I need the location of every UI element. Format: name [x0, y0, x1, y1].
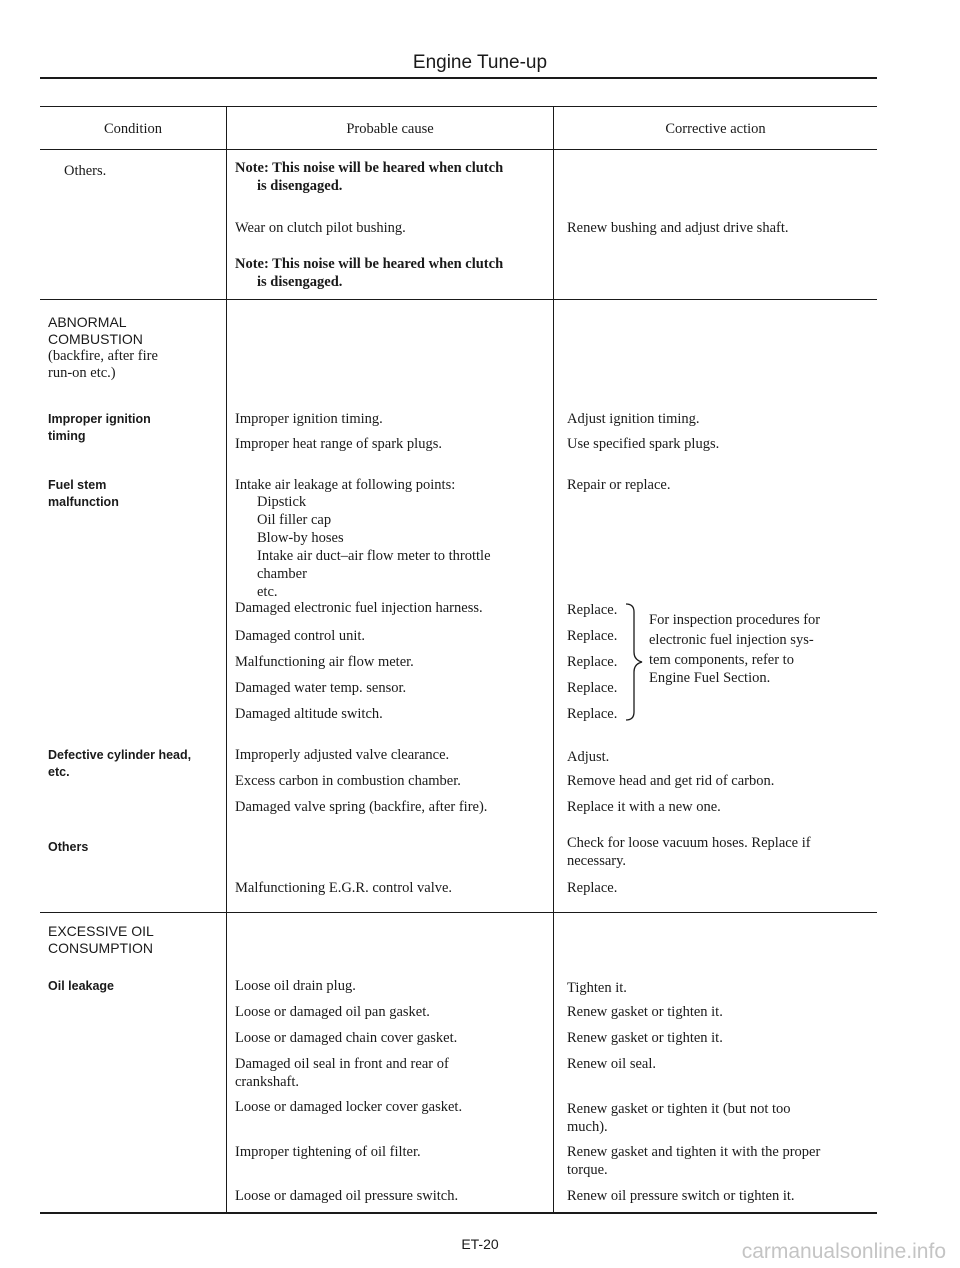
note-inspection-4: Engine Fuel Section. — [649, 670, 771, 686]
title-rule — [40, 77, 877, 79]
note-clutch-2a: Note: This noise will be heared when clutch — [235, 256, 504, 272]
action-renew-gasket-1: Renew gasket or tighten it. — [567, 1004, 723, 1020]
condition-others-2: Others — [48, 840, 89, 854]
cause-water-temp: Damaged water temp. sensor. — [235, 680, 407, 696]
cause-blowby: Blow-by hoses — [257, 530, 344, 546]
cause-valve-clearance: Improperly adjusted valve clearance. — [235, 747, 450, 763]
condition-cylinder-2: etc. — [48, 765, 70, 779]
cause-intake-leakage: Intake air leakage at following points: — [235, 477, 456, 493]
note-inspection-3: tem components, refer to — [649, 652, 794, 668]
cause-oil-filter: Improper tightening of oil filter. — [235, 1144, 421, 1160]
condition-fuel-1: Fuel stem — [48, 478, 107, 492]
action-vacuum-hoses-b: necessary. — [567, 853, 627, 869]
cause-injection-harness: Damaged electronic fuel injection harness. — [235, 600, 483, 616]
abnormal-desc-2: run-on etc.) — [48, 365, 116, 381]
watermark: carmanualsonline.info — [741, 1240, 946, 1263]
action-replace-3: Replace. — [567, 654, 618, 670]
column-divider-2 — [553, 106, 554, 1214]
section-rule-1 — [40, 299, 877, 300]
header-probable-cause: Probable cause — [346, 121, 434, 137]
condition-ignition-1: Improper ignition — [48, 412, 151, 426]
table-bottom-rule — [40, 1212, 877, 1214]
column-divider-1 — [226, 106, 227, 1214]
cause-egr-valve: Malfunctioning E.G.R. control valve. — [235, 880, 453, 896]
abnormal-heading-1: ABNORMAL — [48, 314, 127, 330]
cause-oil-pan: Loose or damaged oil pan gasket. — [235, 1004, 430, 1020]
header-corrective-action: Corrective action — [665, 121, 766, 137]
section-rule-2 — [40, 912, 877, 913]
cause-control-unit: Damaged control unit. — [235, 628, 366, 644]
condition-fuel-2: malfunction — [48, 495, 119, 509]
action-replace-new: Replace it with a new one. — [567, 799, 721, 815]
cause-chain-cover: Loose or damaged chain cover gasket. — [235, 1030, 458, 1046]
table-top-rule — [40, 106, 877, 107]
header-condition: Condition — [103, 121, 162, 137]
excessive-heading-2: CONSUMPTION — [48, 940, 153, 956]
cause-ignition-timing: Improper ignition timing. — [235, 411, 383, 427]
cause-dipstick: Dipstick — [257, 494, 307, 510]
cause-oil-filler: Oil filler cap — [257, 512, 332, 528]
action-remove-head: Remove head and get rid of carbon. — [567, 773, 775, 789]
page-title: Engine Tune-up — [412, 52, 548, 73]
action-replace-egr: Replace. — [567, 880, 618, 896]
note-clutch-2b: is disengaged. — [257, 274, 343, 290]
action-adjust: Adjust. — [567, 749, 610, 765]
action-replace-1: Replace. — [567, 602, 618, 618]
note-inspection-1: For inspection procedures for — [649, 612, 821, 628]
cause-pilot-bushing: Wear on clutch pilot bushing. — [235, 220, 406, 236]
action-pressure-switch: Renew oil pressure switch or tighten it. — [567, 1188, 795, 1204]
action-renew-gasket-3a: Renew gasket or tighten it (but not too — [567, 1101, 791, 1117]
action-torque-b: torque. — [567, 1162, 608, 1178]
action-torque-a: Renew gasket and tighten it with the proper — [567, 1144, 821, 1160]
action-replace-4: Replace. — [567, 680, 618, 696]
action-renew-gasket-2: Renew gasket or tighten it. — [567, 1030, 723, 1046]
cause-altitude-switch: Damaged altitude switch. — [235, 706, 383, 722]
condition-cylinder-1: Defective cylinder head, — [48, 748, 192, 762]
page-number: ET-20 — [461, 1236, 499, 1252]
abnormal-heading-2: COMBUSTION — [48, 331, 143, 347]
cause-pressure-switch: Loose or damaged oil pressure switch. — [235, 1188, 459, 1204]
note-clutch-1b: is disengaged. — [257, 178, 343, 194]
condition-oil-leakage: Oil leakage — [48, 979, 115, 993]
cause-locker-cover: Loose or damaged locker cover gasket. — [235, 1099, 463, 1115]
cause-heat-range: Improper heat range of spark plugs. — [235, 436, 442, 452]
action-tighten: Tighten it. — [567, 980, 627, 996]
action-repair-replace: Repair or replace. — [567, 477, 671, 493]
action-renew-seal: Renew oil seal. — [567, 1056, 656, 1072]
cause-valve-spring: Damaged valve spring (backfire, after fire). — [235, 799, 488, 815]
header-rule — [40, 149, 877, 150]
cause-drain-plug: Loose oil drain plug. — [235, 978, 356, 994]
cause-air-flow-meter: Malfunctioning air flow meter. — [235, 654, 414, 670]
action-spark-plugs: Use specified spark plugs. — [567, 436, 720, 452]
cause-oil-seal-a: Damaged oil seal in front and rear of — [235, 1056, 449, 1072]
action-renew-bushing: Renew bushing and adjust drive shaft. — [567, 220, 789, 236]
condition-others: Others. — [64, 163, 107, 179]
cause-etc: etc. — [257, 584, 278, 600]
brace-icon — [624, 602, 646, 722]
cause-air-duct: Intake air duct–air flow meter to throttle — [257, 548, 491, 564]
excessive-heading-1: EXCESSIVE OIL — [48, 923, 154, 939]
action-replace-2: Replace. — [567, 628, 618, 644]
note-clutch-1a: Note: This noise will be heared when clutch — [235, 160, 504, 176]
note-inspection-2: electronic fuel injection sys- — [649, 632, 814, 648]
cause-excess-carbon: Excess carbon in combustion chamber. — [235, 773, 461, 789]
action-adjust-timing: Adjust ignition timing. — [567, 411, 700, 427]
condition-ignition-2: timing — [48, 429, 86, 443]
action-replace-5: Replace. — [567, 706, 618, 722]
action-vacuum-hoses-a: Check for loose vacuum hoses. Replace if — [567, 835, 811, 851]
action-renew-gasket-3b: much). — [567, 1119, 608, 1135]
abnormal-desc-1: (backfire, after fire — [48, 348, 158, 364]
cause-chamber: chamber — [257, 566, 307, 582]
cause-oil-seal-b: crankshaft. — [235, 1074, 300, 1090]
